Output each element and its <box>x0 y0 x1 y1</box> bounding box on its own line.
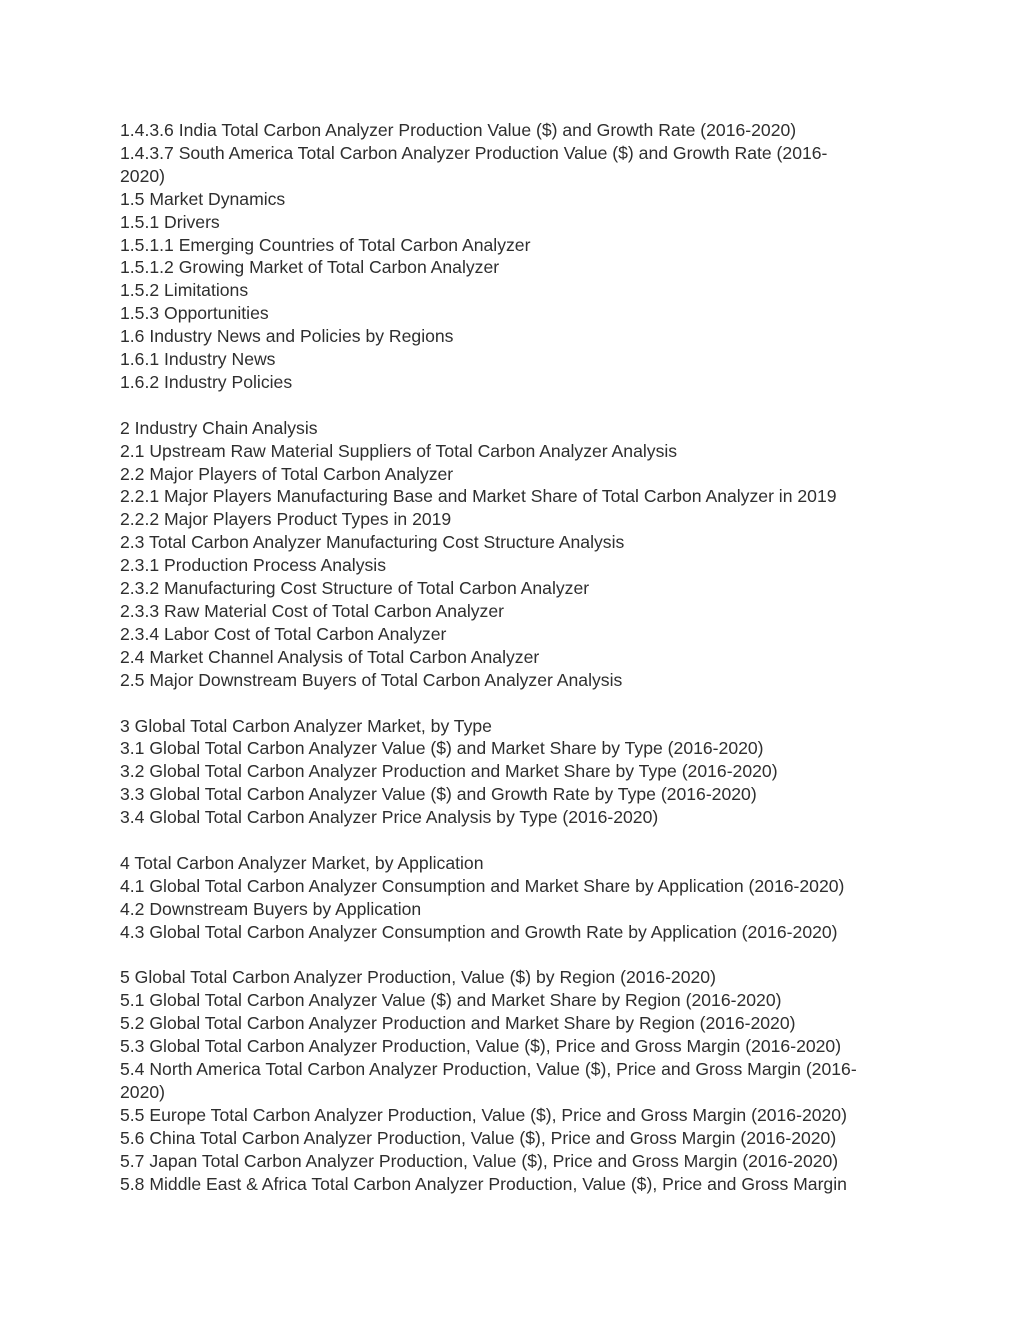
toc-entry: 1.5.1.1 Emerging Countries of Total Carbon Analyzer <box>120 234 531 255</box>
toc-entry: 5.1 Global Total Carbon Analyzer Value ($) and Market Share by Region (2016-2020) <box>120 990 782 1011</box>
toc-entry: 3.4 Global Total Carbon Analyzer Price Analysis by Type (2016-2020) <box>120 807 659 828</box>
toc-entry: 2.2.2 Major Players Product Types in 2019 <box>120 509 452 530</box>
toc-entry: 5.4 North America Total Carbon Analyzer Production, Value ($), Price and Gross Margin (2016- <box>120 1059 857 1080</box>
toc-entry: 3.3 Global Total Carbon Analyzer Value ($) and Growth Rate by Type (2016-2020) <box>120 784 757 805</box>
toc-entry: 3 Global Total Carbon Analyzer Market, by Type <box>120 715 492 736</box>
toc-entry: 2.3 Total Carbon Analyzer Manufacturing Cost Structure Analysis <box>120 532 625 553</box>
toc-entry: 5.8 Middle East & Africa Total Carbon Analyzer Production, Value ($), Price and Gross Margin <box>120 1173 847 1194</box>
toc-entry: 3.1 Global Total Carbon Analyzer Value ($) and Market Share by Type (2016-2020) <box>120 738 764 759</box>
toc-entry: 4.1 Global Total Carbon Analyzer Consumption and Market Share by Application (2016-2020) <box>120 875 845 896</box>
toc-entry: 2.2 Major Players of Total Carbon Analyzer <box>120 463 454 484</box>
toc-entry: 1.5 Market Dynamics <box>120 188 286 209</box>
toc-entry: 1.6.2 Industry Policies <box>120 371 293 392</box>
toc-entry: 1.4.3.7 South America Total Carbon Analyzer Production Value ($) and Growth Rate (2016- <box>120 142 828 163</box>
toc-entry: 4 Total Carbon Analyzer Market, by Application <box>120 852 484 873</box>
toc-entry: 5.7 Japan Total Carbon Analyzer Production, Value ($), Price and Gross Margin (2016-2020) <box>120 1150 839 1171</box>
toc-entry: 2.3.2 Manufacturing Cost Structure of Total Carbon Analyzer <box>120 578 590 599</box>
toc-entry: 2.4 Market Channel Analysis of Total Carbon Analyzer <box>120 646 540 667</box>
toc-entry: 5.5 Europe Total Carbon Analyzer Production, Value ($), Price and Gross Margin (2016-2020) <box>120 1104 847 1125</box>
toc-entry: 2 Industry Chain Analysis <box>120 417 318 438</box>
section-gap <box>120 692 910 715</box>
toc-entry: 1.5.2 Limitations <box>120 280 249 301</box>
toc-entry: 4.2 Downstream Buyers by Application <box>120 898 422 919</box>
toc-entry: 1.5.1.2 Growing Market of Total Carbon Analyzer <box>120 257 500 278</box>
toc-entry: 2.3.1 Production Process Analysis <box>120 555 387 576</box>
section-gap <box>120 944 910 967</box>
toc-entry: 5.6 China Total Carbon Analyzer Production, Value ($), Price and Gross Margin (2016-2020) <box>120 1127 837 1148</box>
toc-entry: 5.2 Global Total Carbon Analyzer Production and Market Share by Region (2016-2020) <box>120 1013 796 1034</box>
toc-entry-continuation: 2020) <box>120 165 165 186</box>
toc-entry: 2.1 Upstream Raw Material Suppliers of Total Carbon Analyzer Analysis <box>120 440 678 461</box>
toc-entry: 1.5.3 Opportunities <box>120 303 269 324</box>
toc-entry: 1.6.1 Industry News <box>120 349 276 370</box>
section-gap <box>120 394 910 417</box>
toc-entry: 1.5.1 Drivers <box>120 211 220 232</box>
toc-entry: 1.6 Industry News and Policies by Regions <box>120 326 454 347</box>
toc-entry: 2.5 Major Downstream Buyers of Total Carbon Analyzer Analysis <box>120 669 623 690</box>
toc-entry-continuation: 2020) <box>120 1082 165 1102</box>
section-gap <box>120 829 910 852</box>
toc-entry: 2.2.1 Major Players Manufacturing Base and Market Share of Total Carbon Analyzer in 2019 <box>120 486 837 507</box>
toc-entry: 2.3.4 Labor Cost of Total Carbon Analyzer <box>120 623 447 644</box>
table-of-contents <box>120 119 910 1196</box>
toc-entry: 2.3.3 Raw Material Cost of Total Carbon Analyzer <box>120 601 504 622</box>
toc-entry: 3.2 Global Total Carbon Analyzer Production and Market Share by Type (2016-2020) <box>120 761 778 782</box>
toc-entry: 1.4.3.6 India Total Carbon Analyzer Production Value ($) and Growth Rate (2016-2020) <box>120 120 797 140</box>
toc-entry: 5 Global Total Carbon Analyzer Production, Value ($) by Region (2016-2020) <box>120 967 716 988</box>
toc-entry: 4.3 Global Total Carbon Analyzer Consumption and Growth Rate by Application (2016-2020) <box>120 921 838 942</box>
toc-entry: 5.3 Global Total Carbon Analyzer Production, Value ($), Price and Gross Margin (2016-2020) <box>120 1036 842 1057</box>
